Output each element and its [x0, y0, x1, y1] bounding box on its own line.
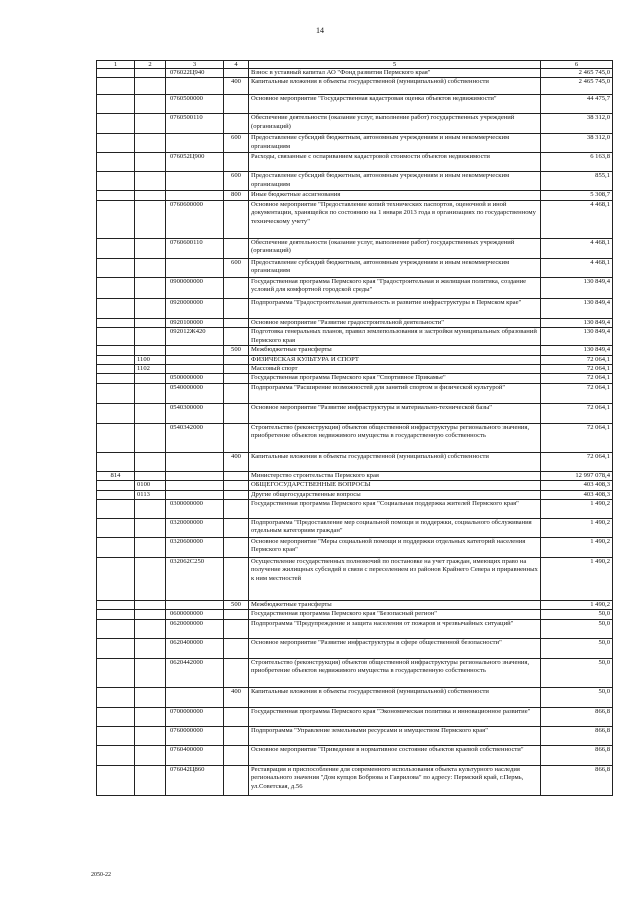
- description-cell: Предоставление субсидий бюджетным, автономным учреждениям и иным некоммерческим организациям: [249, 134, 541, 153]
- department-cell: [97, 328, 135, 346]
- expense-type-cell: [224, 69, 249, 78]
- department-cell: [97, 538, 135, 558]
- section-cell: [135, 383, 166, 403]
- description-cell: Основное мероприятие "Меры социальной помощи и поддержки отдельных категорий населения Пермского края": [249, 538, 541, 558]
- expense-type-cell: [224, 726, 249, 745]
- description-cell: Межбюджетные трансферты: [249, 601, 541, 610]
- section-cell: [135, 519, 166, 538]
- description-cell: Иные бюджетные ассигнования: [249, 191, 541, 200]
- table-body: [97, 69, 613, 796]
- expense-type-cell: [224, 558, 249, 601]
- table-row: [97, 383, 613, 403]
- table-row: [97, 538, 613, 558]
- table-row: [97, 200, 613, 238]
- target-article-cell: [166, 355, 224, 364]
- amount-cell: 4 468,1: [541, 238, 613, 258]
- expense-type-cell: [224, 610, 249, 619]
- amount-cell: 50,0: [541, 687, 613, 707]
- department-cell: [97, 238, 135, 258]
- expense-type-cell: [224, 403, 249, 423]
- department-cell: [97, 318, 135, 327]
- target-article-cell: 0540342000: [166, 423, 224, 452]
- table-row: [97, 601, 613, 610]
- department-cell: [97, 745, 135, 765]
- expense-type-cell: [224, 638, 249, 658]
- target-article-cell: [166, 601, 224, 610]
- header-col-6: 6: [541, 61, 613, 69]
- section-cell: [135, 258, 166, 277]
- section-cell: [135, 538, 166, 558]
- department-cell: [97, 346, 135, 355]
- description-cell: Основное мероприятие "Развитие градостроительной деятельности": [249, 318, 541, 327]
- description-cell: Взнос в уставный капитал АО "Фонд развития Пермского края": [249, 69, 541, 78]
- header-col-3: 3: [166, 61, 224, 69]
- target-article-cell: [166, 78, 224, 95]
- table-row: [97, 658, 613, 687]
- table-row: [97, 687, 613, 707]
- table-row: [97, 153, 613, 172]
- amount-cell: 72 064,1: [541, 383, 613, 403]
- department-cell: [97, 403, 135, 423]
- description-cell: Капитальные вложения в объекты государственной (муниципальной) собственности: [249, 452, 541, 471]
- description-cell: Подпрограмма "Предоставление мер социальной помощи и поддержки, социального обслуживания отдельным категориям граждан": [249, 519, 541, 538]
- target-article-cell: [166, 490, 224, 499]
- section-cell: [135, 78, 166, 95]
- description-cell: Подпрограмма "Расширение возможностей для занятий спортом и физической культурой": [249, 383, 541, 403]
- description-cell: Государственная программа Пермского края "Экономическая политика и инновационное развитие": [249, 707, 541, 726]
- target-article-cell: 0920100000: [166, 318, 224, 327]
- department-cell: [97, 423, 135, 452]
- section-cell: [135, 200, 166, 238]
- section-cell: [135, 191, 166, 200]
- expense-type-cell: [224, 153, 249, 172]
- header-col-1: 1: [97, 61, 135, 69]
- amount-cell: 130 849,4: [541, 318, 613, 327]
- description-cell: Основное мероприятие "Развитие инфраструктуры и материально-технической базы": [249, 403, 541, 423]
- table-row: [97, 403, 613, 423]
- expense-type-cell: 600: [224, 134, 249, 153]
- description-cell: Подготовка генеральных планов, правил землепользования и застройки муниципальных образований Пермского края: [249, 328, 541, 346]
- target-article-cell: 0540300000: [166, 403, 224, 423]
- table-row: [97, 765, 613, 795]
- target-article-cell: 076022Ц940: [166, 69, 224, 78]
- expense-type-cell: [224, 318, 249, 327]
- department-cell: [97, 658, 135, 687]
- department-cell: [97, 200, 135, 238]
- amount-cell: 72 064,1: [541, 452, 613, 471]
- target-article-cell: 076042Ц860: [166, 765, 224, 795]
- expense-type-cell: [224, 114, 249, 134]
- target-article-cell: 0760500000: [166, 95, 224, 114]
- table-row: [97, 638, 613, 658]
- target-article-cell: 0300000000: [166, 500, 224, 519]
- amount-cell: 130 849,4: [541, 346, 613, 355]
- table-row: [97, 95, 613, 114]
- target-article-cell: 0760500110: [166, 114, 224, 134]
- section-cell: [135, 172, 166, 191]
- description-cell: Основное мероприятие "Предоставление копий технических паспортов, оценочной и иной документации, хранящейся по состоянию на 1 января 2013 года в организациях по государственному техническому учету": [249, 200, 541, 238]
- description-cell: Обеспечение деятельности (оказание услуг, выполнение работ) государственных учреждений (организаций): [249, 114, 541, 134]
- section-cell: [135, 114, 166, 134]
- department-cell: [97, 610, 135, 619]
- department-cell: [97, 114, 135, 134]
- section-cell: [135, 134, 166, 153]
- department-cell: [97, 69, 135, 78]
- department-cell: [97, 638, 135, 658]
- section-cell: [135, 423, 166, 452]
- expense-type-cell: [224, 471, 249, 480]
- amount-cell: 12 997 078,4: [541, 471, 613, 480]
- target-article-cell: [166, 191, 224, 200]
- expense-type-cell: [224, 423, 249, 452]
- department-cell: [97, 134, 135, 153]
- section-cell: [135, 403, 166, 423]
- description-cell: Предоставление субсидий бюджетным, автономным учреждениям и иным некоммерческим организациям: [249, 258, 541, 277]
- amount-cell: 4 468,1: [541, 258, 613, 277]
- department-cell: [97, 298, 135, 318]
- expense-type-cell: 400: [224, 78, 249, 95]
- department-cell: [97, 500, 135, 519]
- expense-type-cell: [224, 365, 249, 374]
- table-row: [97, 298, 613, 318]
- description-cell: Основное мероприятие "Государственная кадастровая оценка объектов недвижимости": [249, 95, 541, 114]
- description-cell: Подпрограмма "Градостроительная деятельность и развитие инфраструктуры в Пермском крае": [249, 298, 541, 318]
- department-cell: [97, 558, 135, 601]
- amount-cell: 2 465 745,0: [541, 69, 613, 78]
- department-cell: [97, 355, 135, 364]
- expense-type-cell: [224, 298, 249, 318]
- expense-type-cell: [224, 619, 249, 638]
- target-article-cell: [166, 471, 224, 480]
- target-article-cell: 0600000000: [166, 610, 224, 619]
- table-row: [97, 374, 613, 383]
- target-article-cell: 0620442000: [166, 658, 224, 687]
- table-row: [97, 471, 613, 480]
- table-row: [97, 745, 613, 765]
- table-row: [97, 238, 613, 258]
- amount-cell: 44 475,7: [541, 95, 613, 114]
- header-row: [97, 61, 613, 69]
- expense-type-cell: [224, 707, 249, 726]
- target-article-cell: 0760000000: [166, 726, 224, 745]
- expense-type-cell: 600: [224, 172, 249, 191]
- target-article-cell: 0500000000: [166, 374, 224, 383]
- department-cell: [97, 687, 135, 707]
- table-row: [97, 114, 613, 134]
- section-cell: [135, 452, 166, 471]
- department-cell: [97, 765, 135, 795]
- amount-cell: 72 064,1: [541, 423, 613, 452]
- section-cell: [135, 610, 166, 619]
- amount-cell: 72 064,1: [541, 365, 613, 374]
- target-article-cell: 0920000000: [166, 298, 224, 318]
- header-col-5: 5: [249, 61, 541, 69]
- expense-type-cell: [224, 500, 249, 519]
- section-cell: [135, 374, 166, 383]
- table-row: [97, 277, 613, 298]
- table-row: [97, 328, 613, 346]
- expense-type-cell: [224, 490, 249, 499]
- expense-type-cell: [224, 383, 249, 403]
- amount-cell: 1 490,2: [541, 601, 613, 610]
- section-cell: [135, 318, 166, 327]
- amount-cell: 50,0: [541, 638, 613, 658]
- section-cell: [135, 658, 166, 687]
- department-cell: [97, 191, 135, 200]
- expense-type-cell: 400: [224, 687, 249, 707]
- department-cell: 814: [97, 471, 135, 480]
- department-cell: [97, 374, 135, 383]
- section-cell: [135, 687, 166, 707]
- target-article-cell: [166, 258, 224, 277]
- target-article-cell: 0760600110: [166, 238, 224, 258]
- description-cell: Реставрация и приспособление для современного использования объекта культурного наследия регионального значения "Дом купцов Бобрюва и Гаврилова" по адресу: Пермский край, г.Пермь, ул.Советская, д.56: [249, 765, 541, 795]
- description-cell: Обеспечение деятельности (оказание услуг, выполнение работ) государственных учреждений (организаций): [249, 238, 541, 258]
- table-row: [97, 726, 613, 745]
- table-row: [97, 490, 613, 499]
- expense-type-cell: [224, 374, 249, 383]
- department-cell: [97, 383, 135, 403]
- description-cell: Подпрограмма "Управление земельными ресурсами и имуществом Пермского края": [249, 726, 541, 745]
- department-cell: [97, 258, 135, 277]
- header-col-2: 2: [135, 61, 166, 69]
- section-cell: [135, 745, 166, 765]
- table-row: [97, 365, 613, 374]
- amount-cell: 866,8: [541, 765, 613, 795]
- description-cell: Капитальные вложения в объекты государственной (муниципальной) собственности: [249, 78, 541, 95]
- section-cell: [135, 328, 166, 346]
- section-cell: [135, 277, 166, 298]
- description-cell: Подпрограмма "Предупреждение и защита населения от пожаров и чрезвычайных ситуаций": [249, 619, 541, 638]
- section-cell: 1102: [135, 365, 166, 374]
- table-row: [97, 355, 613, 364]
- description-cell: Расходы, связанные с оспариванием кадастровой стоимости объектов недвижимости: [249, 153, 541, 172]
- section-cell: [135, 471, 166, 480]
- section-cell: [135, 346, 166, 355]
- department-cell: [97, 452, 135, 471]
- table-row: [97, 134, 613, 153]
- table-row: [97, 346, 613, 355]
- description-cell: Государственная программа Пермского края "Социальная поддержка жителей Пермского края": [249, 500, 541, 519]
- amount-cell: 1 490,2: [541, 519, 613, 538]
- target-article-cell: [166, 481, 224, 490]
- amount-cell: 130 849,4: [541, 277, 613, 298]
- budget-table: [96, 60, 613, 796]
- description-cell: ФИЗИЧЕСКАЯ КУЛЬТУРА И СПОРТ: [249, 355, 541, 364]
- section-cell: [135, 619, 166, 638]
- section-cell: 1100: [135, 355, 166, 364]
- amount-cell: 403 408,3: [541, 490, 613, 499]
- table-row: [97, 558, 613, 601]
- expense-type-cell: [224, 355, 249, 364]
- amount-cell: 72 064,1: [541, 374, 613, 383]
- description-cell: Строительство (реконструкция) объектов общественной инфраструктуры регионального значения, приобретение объектов недвижимого имущества в государственную собственность: [249, 423, 541, 452]
- description-cell: Капитальные вложения в объекты государственной (муниципальной) собственности: [249, 687, 541, 707]
- expense-type-cell: 500: [224, 601, 249, 610]
- table-row: [97, 69, 613, 78]
- section-cell: [135, 638, 166, 658]
- amount-cell: 1 490,2: [541, 538, 613, 558]
- table-row: [97, 172, 613, 191]
- description-cell: Основное мероприятие "Приведение в нормативное состояние объектов краевой собственности": [249, 745, 541, 765]
- target-article-cell: [166, 346, 224, 355]
- amount-cell: 5 308,7: [541, 191, 613, 200]
- table-row: [97, 318, 613, 327]
- table-row: [97, 423, 613, 452]
- amount-cell: 50,0: [541, 619, 613, 638]
- target-article-cell: 0620400000: [166, 638, 224, 658]
- expense-type-cell: [224, 95, 249, 114]
- section-cell: [135, 69, 166, 78]
- expense-type-cell: [224, 745, 249, 765]
- expense-type-cell: [224, 538, 249, 558]
- table-row: [97, 481, 613, 490]
- target-article-cell: [166, 365, 224, 374]
- department-cell: [97, 277, 135, 298]
- department-cell: [97, 78, 135, 95]
- target-article-cell: 0700000000: [166, 707, 224, 726]
- amount-cell: 50,0: [541, 610, 613, 619]
- amount-cell: 866,8: [541, 726, 613, 745]
- description-cell: Государственная программа Пермского края "Спортивное Прикамье": [249, 374, 541, 383]
- target-article-cell: [166, 172, 224, 191]
- section-cell: [135, 558, 166, 601]
- section-cell: 0100: [135, 481, 166, 490]
- department-cell: [97, 95, 135, 114]
- amount-cell: 130 849,4: [541, 298, 613, 318]
- description-cell: Предоставление субсидий бюджетным, автономным учреждениям и иным некоммерческим организациям: [249, 172, 541, 191]
- section-cell: [135, 500, 166, 519]
- target-article-cell: [166, 452, 224, 471]
- target-article-cell: 0620000000: [166, 619, 224, 638]
- table-row: [97, 610, 613, 619]
- section-cell: [135, 95, 166, 114]
- description-cell: Строительство (реконструкция) объектов общественной инфраструктуры регионального значения, приобретение объектов недвижимого имущества в государственную собственность: [249, 658, 541, 687]
- expense-type-cell: [224, 328, 249, 346]
- description-cell: Другие общегосударственные вопросы: [249, 490, 541, 499]
- expense-type-cell: [224, 765, 249, 795]
- amount-cell: 38 312,0: [541, 114, 613, 134]
- target-article-cell: 0540000000: [166, 383, 224, 403]
- section-cell: [135, 765, 166, 795]
- expense-type-cell: 600: [224, 258, 249, 277]
- description-cell: Министерство строительства Пермского края: [249, 471, 541, 480]
- expense-type-cell: [224, 658, 249, 687]
- department-cell: [97, 365, 135, 374]
- expense-type-cell: [224, 481, 249, 490]
- table-row: [97, 258, 613, 277]
- amount-cell: 403 408,3: [541, 481, 613, 490]
- target-article-cell: [166, 134, 224, 153]
- expense-type-cell: [224, 277, 249, 298]
- expense-type-cell: 800: [224, 191, 249, 200]
- table-row: [97, 707, 613, 726]
- amount-cell: 2 465 745,0: [541, 78, 613, 95]
- section-cell: 0113: [135, 490, 166, 499]
- target-article-cell: 0760600000: [166, 200, 224, 238]
- expense-type-cell: 400: [224, 452, 249, 471]
- expense-type-cell: [224, 200, 249, 238]
- department-cell: [97, 519, 135, 538]
- amount-cell: 1 490,2: [541, 558, 613, 601]
- amount-cell: 130 849,4: [541, 328, 613, 346]
- section-cell: [135, 601, 166, 610]
- amount-cell: 72 064,1: [541, 403, 613, 423]
- expense-type-cell: 500: [224, 346, 249, 355]
- table-row: [97, 500, 613, 519]
- description-cell: Государственная программа Пермского края "Безопасный регион": [249, 610, 541, 619]
- department-cell: [97, 726, 135, 745]
- description-cell: Межбюджетные трансферты: [249, 346, 541, 355]
- description-cell: Государственная программа Пермского края "Градостроительная и жилищная политика, создание условий для комфортной городской среды": [249, 277, 541, 298]
- section-cell: [135, 153, 166, 172]
- department-cell: [97, 153, 135, 172]
- description-cell: Осуществление государственных полномочий по постановке на учет граждан, имеющих право на получение жилищных субсидий в связи с переселением из районов Крайнего Севера и приравненных к ним местностей: [249, 558, 541, 601]
- target-article-cell: [166, 687, 224, 707]
- section-cell: [135, 298, 166, 318]
- amount-cell: 38 312,0: [541, 134, 613, 153]
- amount-cell: 50,0: [541, 658, 613, 687]
- department-cell: [97, 707, 135, 726]
- target-article-cell: 0320000000: [166, 519, 224, 538]
- table-row: [97, 452, 613, 471]
- description-cell: Массовый спорт: [249, 365, 541, 374]
- expense-type-cell: [224, 238, 249, 258]
- description-cell: Основное мероприятие "Развитие инфраструктуры в сфере общественной безопасности": [249, 638, 541, 658]
- amount-cell: 855,1: [541, 172, 613, 191]
- amount-cell: 866,8: [541, 707, 613, 726]
- department-cell: [97, 601, 135, 610]
- amount-cell: 72 064,1: [541, 355, 613, 364]
- target-article-cell: 0900000000: [166, 277, 224, 298]
- target-article-cell: 0760400000: [166, 745, 224, 765]
- amount-cell: 6 163,8: [541, 153, 613, 172]
- header-col-4: 4: [224, 61, 249, 69]
- section-cell: [135, 726, 166, 745]
- target-article-cell: 032062С250: [166, 558, 224, 601]
- footer-code: 2050-22: [91, 872, 111, 878]
- amount-cell: 1 490,2: [541, 500, 613, 519]
- target-article-cell: 076052Ц900: [166, 153, 224, 172]
- target-article-cell: 092012Ж420: [166, 328, 224, 346]
- table-row: [97, 191, 613, 200]
- expense-type-cell: [224, 519, 249, 538]
- department-cell: [97, 490, 135, 499]
- department-cell: [97, 619, 135, 638]
- section-cell: [135, 707, 166, 726]
- table-row: [97, 619, 613, 638]
- page-number: 14: [316, 26, 324, 35]
- amount-cell: 4 468,1: [541, 200, 613, 238]
- table-row: [97, 78, 613, 95]
- target-article-cell: 0320600000: [166, 538, 224, 558]
- table-row: [97, 519, 613, 538]
- description-cell: ОБЩЕГОСУДАРСТВЕННЫЕ ВОПРОСЫ: [249, 481, 541, 490]
- section-cell: [135, 238, 166, 258]
- amount-cell: 866,8: [541, 745, 613, 765]
- department-cell: [97, 481, 135, 490]
- department-cell: [97, 172, 135, 191]
